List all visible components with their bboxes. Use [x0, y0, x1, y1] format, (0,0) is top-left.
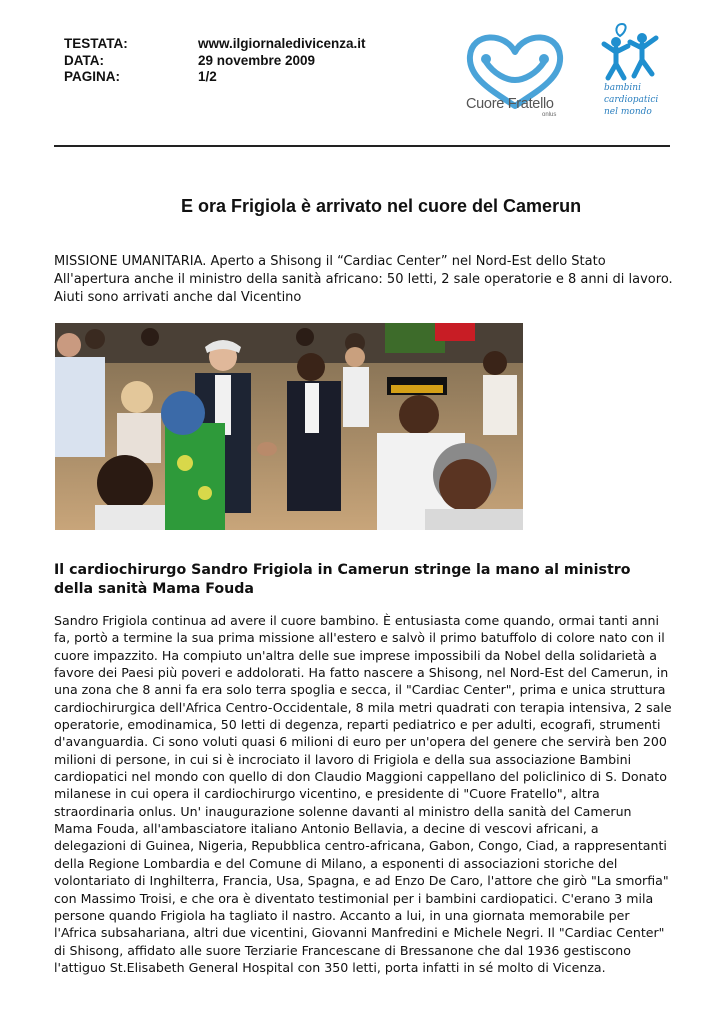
bambini-logo-line: bambini — [604, 83, 641, 93]
handshake-crowd-photo — [55, 323, 523, 530]
bambini-cardiopatici-logo — [596, 20, 668, 124]
meta-row-testata — [64, 36, 366, 53]
meta-key: DATA: — [64, 52, 104, 68]
meta-key: TESTATA: — [64, 36, 128, 51]
meta-row-pagina — [64, 69, 366, 86]
meta-row-data — [64, 53, 366, 70]
article-headline: E ora Frigiola è arrivato nel cuore del Camerun — [180, 196, 582, 216]
bambini-logo-text — [604, 82, 658, 118]
header-divider — [54, 145, 670, 147]
logo-subtext: onlus — [542, 112, 557, 118]
bambini-logo-line: nel mondo — [604, 107, 652, 117]
press-header — [64, 36, 366, 86]
children-figures-icon — [596, 20, 668, 82]
article-lead: MISSIONE UMANITARIA. Aperto a Shisong il “Cardiac Center” nel Nord-Est dello Stato All'apertura anche il ministro della sanità africano: 50 letti, 2 sale operatorie e 8 anni di lavoro. Aiuti sono arrivati anche dal Vicentino — [54, 254, 673, 306]
cuore-fratello-logo — [460, 26, 570, 122]
meta-value: 29 novembre 2009 — [198, 52, 316, 68]
meta-value: www.ilgiornaledivicenza.it — [198, 36, 366, 51]
logo-text: Cuore Fratello — [466, 96, 554, 112]
photo-caption: Il cardiochirurgo Sandro Frigiola in Camerun stringe la mano al ministro della sanità Mama Fouda — [54, 562, 631, 597]
article-photo — [55, 323, 523, 530]
meta-value: 1/2 — [198, 69, 217, 84]
article-body: Sandro Frigiola continua ad avere il cuore bambino. È entusiasta come quando, ormai tanti anni fa, portò a termine la sua prima missione all'estero e salvò il primo batuffolo di colore nato con il cuore impazzito. Ha compiuto un'altra delle sue imprese impossibili da Nobel della solidarietà a favore dei Paesi più poveri e addolorati. Ha fatto nascere a Shisong, nel Nord-Est del Camerun, in una zona che 8 anni fa era solo terra spoglia e secca, il "Cardiac Center", prima e unica struttura cardiochirurgica dell'Africa Centro-Occidentale, 8 mila metri quadrati con terapia intensiva, 2 sale operatorie, emodinamica, 50 letti di degenza, reparti pediatrico e per adulti, ecografi, strumenti d'avanguardia. Ci sono voluti quasi 6 milioni di euro per un'opera del genere che servirà ben 200 milioni di persone, in cui si è incrociato il lavoro di Frigiola e della sua associazione Bambini cardiopatici nel mondo con quello di don Claudio Maggioni cappellano del policlinico di S. Donato milanese in cui opera il cardiochirurgo vicentino, e presidente di "Cuore Fratello", altra straordinaria onlus. Un' inaugurazione solenne davanti al ministro della sanità del Camerun Mama Fouda, all'ambasciatore italiano Antonio Bellavia, a decine di vescovi africani, a delegazioni di Guinea, Nigeria, Repubblica centro-africana, Gabon, Congo, Ciad, a rappresentanti della Regione Lombardia e del Comune di Milano, a esponenti di associazioni storiche del volontariato di Inghilterra, Francia, Usa, Spagna, e ad Enzo De Caro, l'attore che girò "La smorfia" con Massimo Troisi, e che ora è diventato testimonial per i bambini cardiopatici. C'erano 3 mila persone quando Frigiola ha tagliato il nastro. Accanto a lui, in una giornata memorabile per l'Africa subsahariana, altri due vicentini, Giovanni Manfredini e Michele Negri. Il "Cardiac Center" di Shisong, affidato alle suore Terziarie Francescane di Bressanone che dal 1936 gestiscono l'attiguo St.Elisabeth General Hospital con 350 letti, porta infatti in sé molto di Vicenza. — [54, 613, 672, 975]
meta-key: PAGINA: — [64, 69, 120, 84]
bambini-logo-line: cardiopatici — [604, 95, 659, 105]
